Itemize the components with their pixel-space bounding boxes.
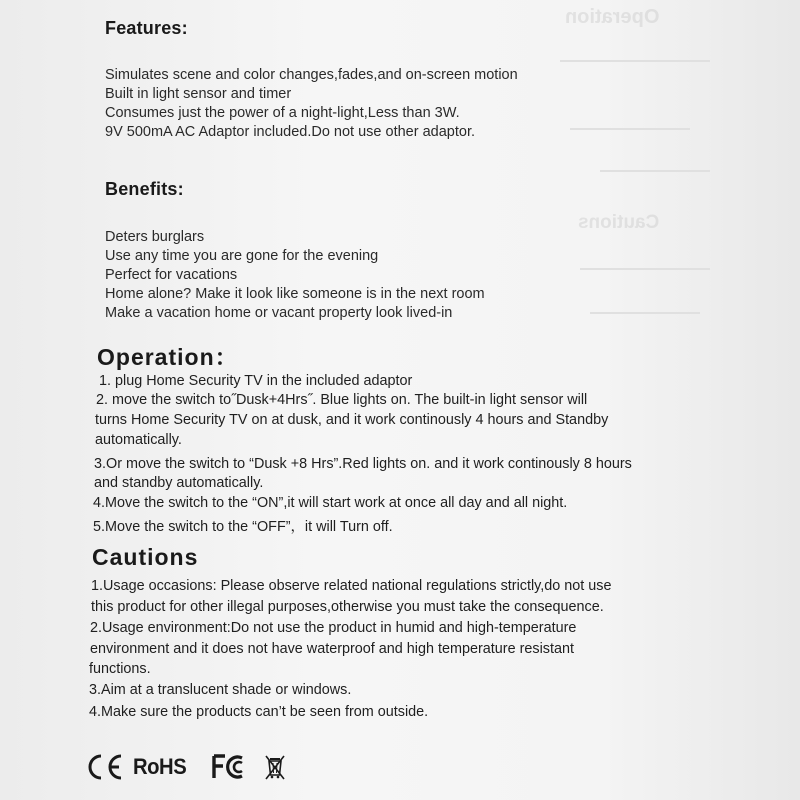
bleed-through-operation: Operation: [565, 6, 660, 28]
cautions-line: 2.Usage environment:Do not use the product in humid and high-temperature: [90, 620, 577, 636]
bleed-through-cautions: Cautions: [578, 212, 660, 233]
operation-line: 2. move the switch to˝Dusk+4Hrs˝. Blue lights on. The built-in light sensor will: [96, 392, 588, 408]
cautions-heading: Cautions: [92, 544, 199, 570]
benefits-item: Make a vacation home or vacant property look lived-in: [105, 305, 453, 321]
features-item: Simulates scene and color changes,fades,and on-screen motion: [105, 67, 518, 83]
benefits-item: Perfect for vacations: [105, 267, 238, 283]
operation-heading: Operation：: [97, 344, 239, 370]
features-item: 9V 500mA AC Adaptor included.Do not use other adaptor.: [105, 124, 476, 140]
weee-bin-icon: [265, 754, 285, 780]
cautions-line: 1.Usage occasions: Please observe related national regulations strictly,do not use: [91, 578, 612, 594]
cautions-line: environment and it does not have waterproof and high temperature resistant: [90, 641, 574, 657]
operation-line: 4.Move the switch to the “ON”,it will start work at once all day and all night.: [93, 495, 568, 511]
operation-line: 5.Move the switch to the “OFF”，it will Turn off.: [93, 519, 393, 535]
benefits-item: Use any time you are gone for the evening: [105, 248, 379, 264]
operation-line: 1. plug Home Security TV in the included adaptor: [99, 373, 413, 389]
benefits-item: Deters burglars: [105, 229, 205, 245]
cautions-line: this product for other illegal purposes,otherwise you must take the consequence.: [91, 599, 604, 615]
features-heading: Features:: [105, 18, 188, 38]
features-item: Built in light sensor and timer: [105, 86, 292, 102]
ce-mark-icon: [87, 752, 125, 782]
rohs-mark: RoHS: [133, 754, 187, 779]
features-item: Consumes just the power of a night-light,Less than 3W.: [105, 105, 460, 121]
operation-line: turns Home Security TV on at dusk, and it work continously 4 hours and Standby: [95, 412, 609, 428]
cautions-line: 3.Aim at a translucent shade or windows.: [89, 682, 352, 698]
fcc-mark-icon: [211, 753, 251, 781]
cautions-line: functions.: [89, 661, 151, 677]
benefits-heading: Benefits:: [105, 179, 184, 199]
operation-line: 3.Or move the switch to “Dusk +8 Hrs”.Red lights on. and it work continously 8 hours: [94, 456, 632, 472]
cautions-line: 4.Make sure the products can’t be seen from outside.: [89, 704, 429, 720]
benefits-item: Home alone? Make it look like someone is in the next room: [105, 286, 485, 302]
operation-line: and standby automatically.: [94, 475, 264, 491]
operation-line: automatically.: [95, 432, 182, 448]
certification-marks: [87, 750, 285, 784]
